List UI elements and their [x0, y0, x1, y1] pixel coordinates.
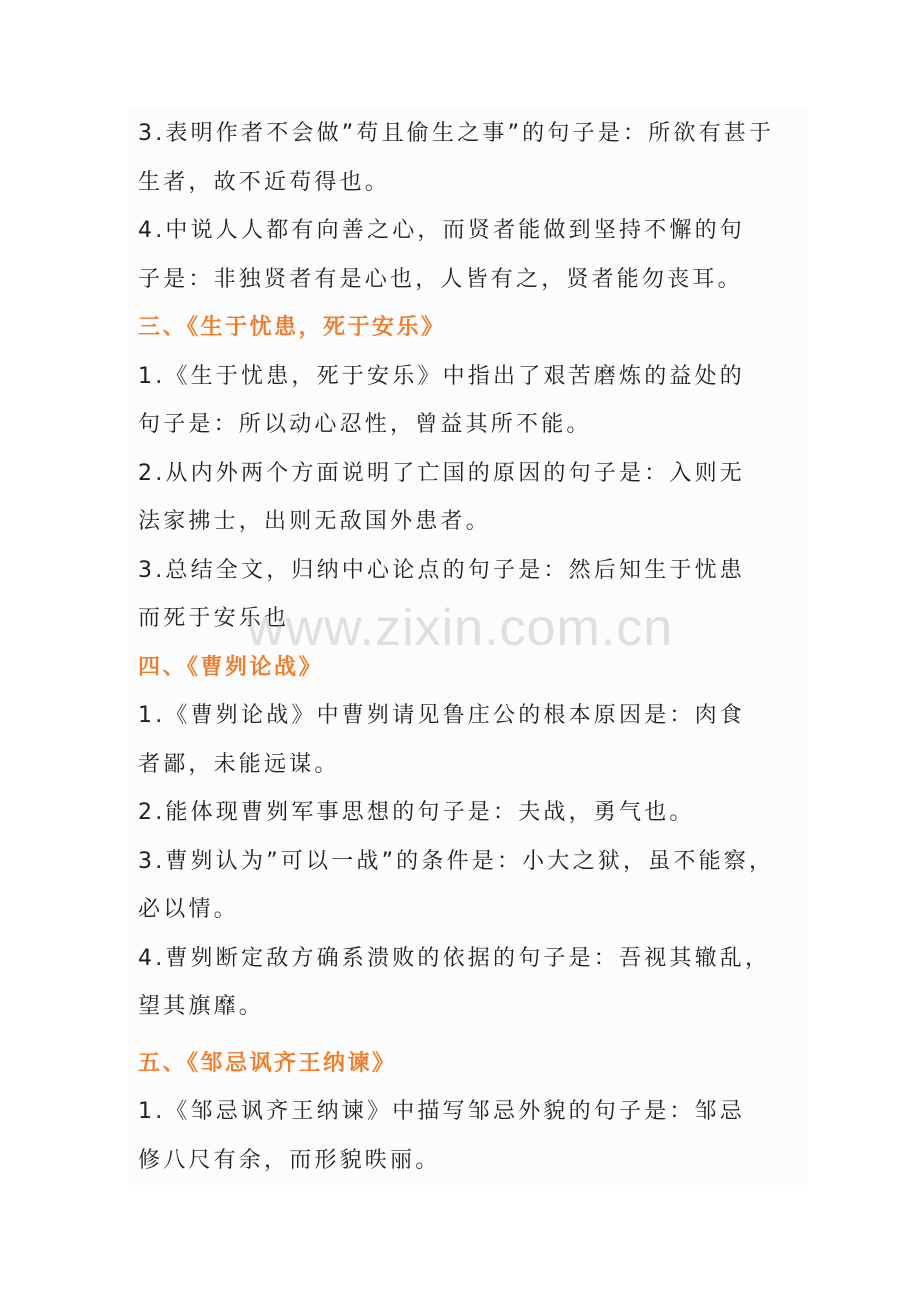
text-line: 1.《生于忧患，死于安乐》中指出了艰苦磨炼的益处的: [138, 363, 745, 389]
text-line: 1.《邹忌讽齐王纳谏》中描写邹忌外貌的句子是：邹忌: [138, 1099, 745, 1124]
document-body: [128, 110, 808, 1185]
text-line: 而死于安乐也: [138, 606, 290, 631]
text-line: 2.能体现曹刿军事思想的句子是：夫战，勇气也。: [138, 800, 695, 825]
watermark: www.zixin.com.cn: [246, 599, 674, 657]
text-line: 修八尺有余，而形貌昳丽。: [138, 1147, 441, 1173]
text-line: 生者，故不近苟得也。: [138, 169, 391, 195]
section-heading: 三、《生于忧患，死于安乐》: [138, 315, 446, 340]
text-line: 法家拂士，出则无敌国外患者。: [138, 509, 491, 534]
text-line: 望其旗靡。: [138, 994, 265, 1019]
text-line: 3.表明作者不会做”苟且偷生之事”的句子是：所欲有甚于: [138, 121, 775, 146]
section-heading: 五、《邹忌讽齐王纳谏》: [138, 1050, 397, 1076]
text-line: 4.曹刿断定敌方确系溃败的依据的句子是：吾视其辙乱，: [138, 945, 771, 971]
text-line: 必以情。: [138, 897, 239, 922]
text-line: 句子是：所以动心忍性，曾益其所不能。: [138, 412, 592, 437]
text-line: 3.总结全文，归纳中心论点的句子是：然后知生于忧患: [138, 557, 745, 583]
section-gap: [128, 1032, 808, 1040]
section-heading: 四、《曹刿论战》: [138, 654, 324, 680]
text-line: 2.从内外两个方面说明了亡国的原因的句子是：入则无: [138, 460, 745, 486]
text-line: 3.曹刿认为”可以一战”的条件是：小大之狱，虽不能察，: [138, 848, 775, 874]
text-line: 子是：非独贤者有是心也，人皆有之，贤者能勿丧耳。: [138, 266, 743, 292]
text-line: 1.《曹刿论战》中曹刿请见鲁庄公的根本原因是：肉食: [138, 703, 745, 728]
text-line: 4.中说人人都有向善之心，而贤者能做到坚持不懈的句: [138, 218, 745, 243]
text-line: 者鄙，未能远谋。: [138, 751, 340, 777]
